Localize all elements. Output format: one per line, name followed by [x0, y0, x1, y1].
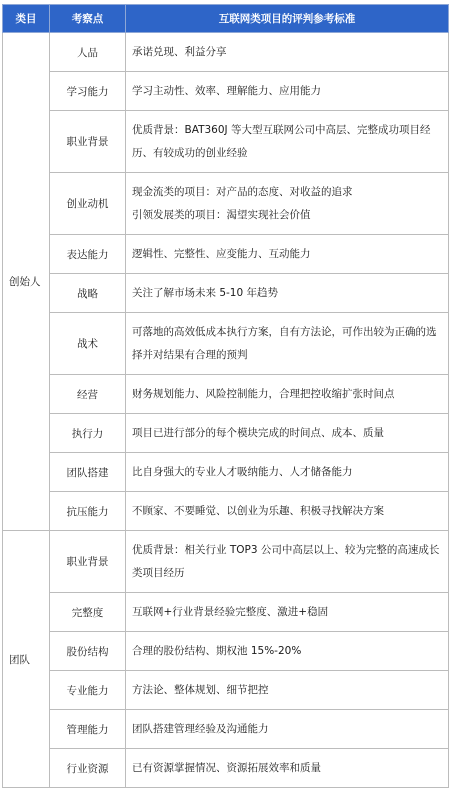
point-cell: 战术 — [50, 313, 126, 375]
table-row — [3, 414, 449, 453]
standard-line: 引领发展类的项目：渴望实现社会价值 — [132, 208, 311, 221]
table-row — [3, 173, 449, 235]
header-row — [3, 5, 449, 33]
standard-cell: 逻辑性、完整性、应变能力、互动能力 — [126, 235, 449, 274]
table-row — [3, 235, 449, 274]
point-cell: 经营 — [50, 375, 126, 414]
standard-cell: 优质背景：BAT360J 等大型互联网公司中高层、完整成功项目经历、有较成功的创业经验 — [126, 111, 449, 173]
table-row — [3, 492, 449, 531]
point-cell: 职业背景 — [50, 531, 126, 593]
table-row — [3, 33, 449, 72]
table-row — [3, 593, 449, 632]
point-cell: 表达能力 — [50, 235, 126, 274]
header-category: 类目 — [3, 5, 50, 33]
point-cell: 股份结构 — [50, 632, 126, 671]
header-standard: 互联网类项目的评判参考标准 — [126, 5, 449, 33]
standard-cell: 可落地的高效低成本执行方案，自有方法论，可作出较为正确的选择并对结果有合理的预判 — [126, 313, 449, 375]
standard-cell: 方法论、整体规划、细节把控 — [126, 671, 449, 710]
point-cell: 完整度 — [50, 593, 126, 632]
table-row — [3, 72, 449, 111]
standard-cell: 承诺兑现、利益分享 — [126, 33, 449, 72]
point-cell: 团队搭建 — [50, 453, 126, 492]
point-cell: 管理能力 — [50, 710, 126, 749]
category-team: 团队 — [3, 531, 50, 788]
table-row — [3, 375, 449, 414]
standard-cell: 互联网+行业背景经验完整度、激进+稳固 — [126, 593, 449, 632]
point-cell: 创业动机 — [50, 173, 126, 235]
table-row — [3, 632, 449, 671]
standard-cell: 优质背景：相关行业 TOP3 公司中高层以上、较为完整的高速成长类项目经历 — [126, 531, 449, 593]
standard-cell: 不顾家、不要睡觉、以创业为乐趣、积极寻找解决方案 — [126, 492, 449, 531]
standard-cell: 财务规划能力、风险控制能力，合理把控收缩扩张时间点 — [126, 375, 449, 414]
point-cell: 专业能力 — [50, 671, 126, 710]
standard-cell: 关注了解市场未来 5-10 年趋势 — [126, 274, 449, 313]
table-row — [3, 111, 449, 173]
point-cell: 抗压能力 — [50, 492, 126, 531]
point-cell: 行业资源 — [50, 749, 126, 788]
point-cell: 人品 — [50, 33, 126, 72]
standard-cell: 比自身强大的专业人才吸纳能力、人才储备能力 — [126, 453, 449, 492]
table-row — [3, 749, 449, 788]
standard-cell: 已有资源掌握情况、资源拓展效率和质量 — [126, 749, 449, 788]
point-cell: 战略 — [50, 274, 126, 313]
standard-cell — [126, 173, 449, 235]
table-row — [3, 671, 449, 710]
standard-line: 现金流类的项目：对产品的态度、对收益的追求 — [132, 185, 353, 198]
standard-cell: 学习主动性、效率、理解能力、应用能力 — [126, 72, 449, 111]
evaluation-table — [2, 4, 449, 788]
point-cell: 执行力 — [50, 414, 126, 453]
point-cell: 学习能力 — [50, 72, 126, 111]
standard-cell: 团队搭建管理经验及沟通能力 — [126, 710, 449, 749]
point-cell: 职业背景 — [50, 111, 126, 173]
header-point: 考察点 — [50, 5, 126, 33]
category-founder: 创始人 — [3, 33, 50, 531]
table-row — [3, 531, 449, 593]
table-row — [3, 710, 449, 749]
table-row — [3, 274, 449, 313]
table-row — [3, 453, 449, 492]
standard-cell: 合理的股份结构、期权池 15%-20% — [126, 632, 449, 671]
table-row — [3, 313, 449, 375]
standard-cell: 项目已进行部分的每个模块完成的时间点、成本、质量 — [126, 414, 449, 453]
